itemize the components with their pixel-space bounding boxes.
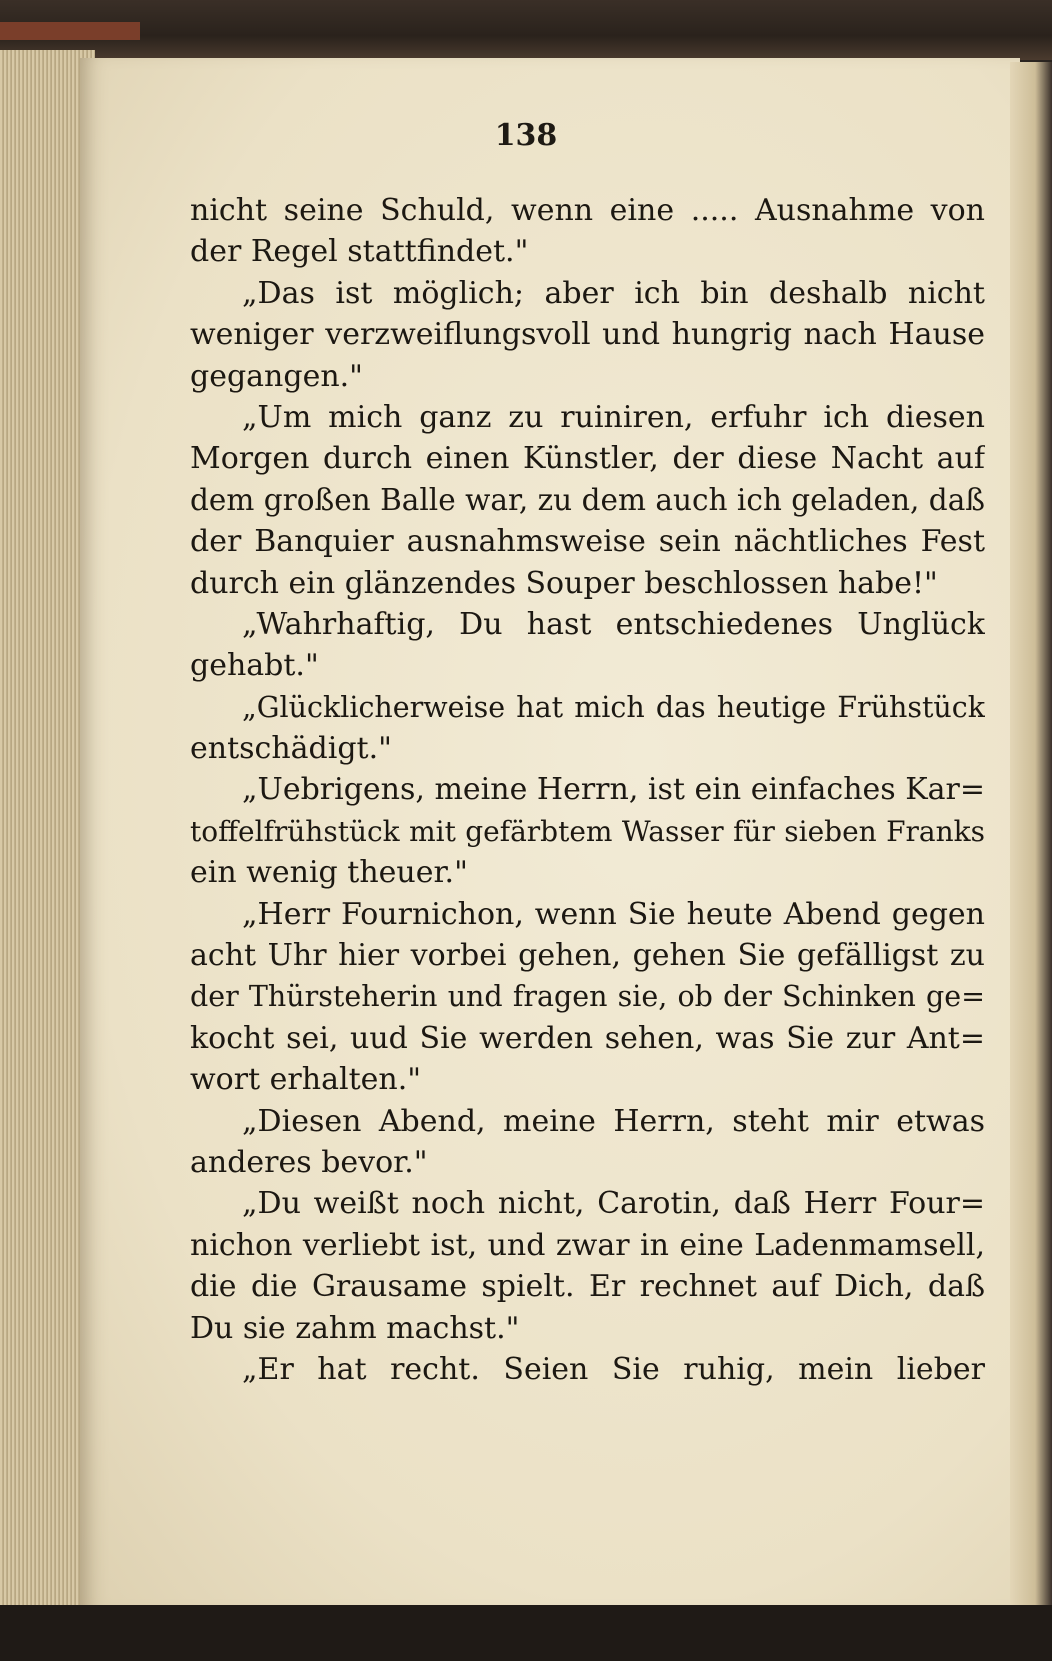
text-line: „Um mich ganz zu ruiniren, erfuhr ich diesen <box>242 399 985 435</box>
text-line: ein wenig theuer." <box>190 855 468 891</box>
text-line: „Er hat recht. Seien Sie ruhig, mein lieber <box>242 1351 985 1387</box>
text-line: gegangen." <box>190 358 363 394</box>
text-line: dem großen Balle war, zu dem auch ich geladen, daß <box>190 482 985 517</box>
book-cover-bottom <box>0 1605 1052 1661</box>
text-line: nicht seine Schuld, wenn eine ..... Ausnahme von <box>190 193 985 228</box>
text-line: Morgen durch einen Künstler, der diese Nacht auf <box>190 441 985 477</box>
text-line: „Das ist möglich; aber ich bin deshalb nicht <box>242 275 985 311</box>
text-line: „Du weißt noch nicht, Carotin, daß Herr Four= <box>242 1186 985 1222</box>
text-line: „Glücklicherweise hat mich das heutige Frühstück <box>242 690 985 724</box>
page-gutter-right <box>1010 62 1052 1607</box>
text-line: durch ein glänzendes Souper beschlossen habe!" <box>190 565 938 601</box>
text-line: kocht sei, uud Sie werden sehen, was Sie zur Ant= <box>190 1020 985 1056</box>
text-line: anderes bevor." <box>190 1144 428 1180</box>
text-line: wort erhalten." <box>190 1062 422 1098</box>
text-line: „Uebrigens, meine Herrn, ist ein einfaches Kar= <box>242 772 985 808</box>
text-line: acht Uhr hier vorbei gehen, gehen Sie gefälligst zu <box>190 938 985 974</box>
text-line: die die Grausame spielt. Er rechnet auf Dich, daß <box>190 1269 985 1305</box>
text-line: der Regel stattfindet." <box>190 234 529 270</box>
page-number: 138 <box>494 118 558 153</box>
text-line: „Diesen Abend, meine Herrn, steht mir etwas <box>242 1103 985 1139</box>
text-line: gehabt." <box>190 648 319 684</box>
text-line: der Banquier ausnahmsweise sein nächtliches Fest <box>190 524 985 560</box>
text-line: weniger verzweiflungsvoll und hungrig nach Hause <box>190 317 985 353</box>
book-cover-top <box>0 0 1052 60</box>
text-line: „Wahrhaftig, Du hast entschiedenes Unglück <box>242 606 985 642</box>
text-line: nichon verliebt ist, und zwar in eine Ladenmamsell, <box>190 1227 985 1263</box>
cover-red-edge <box>0 22 140 40</box>
text-line: „Herr Fournichon, wenn Sie heute Abend gegen <box>242 896 985 932</box>
page-body-text <box>190 190 985 1390</box>
text-line: entschädigt." <box>190 731 392 767</box>
text-line: der Thürsteherin und fragen sie, ob der Schinken ge= <box>190 980 985 1014</box>
text-line: toffelfrühstück mit gefärbtem Wasser für sieben Franks <box>190 814 985 848</box>
text-line: Du sie zahm machst." <box>190 1310 520 1346</box>
